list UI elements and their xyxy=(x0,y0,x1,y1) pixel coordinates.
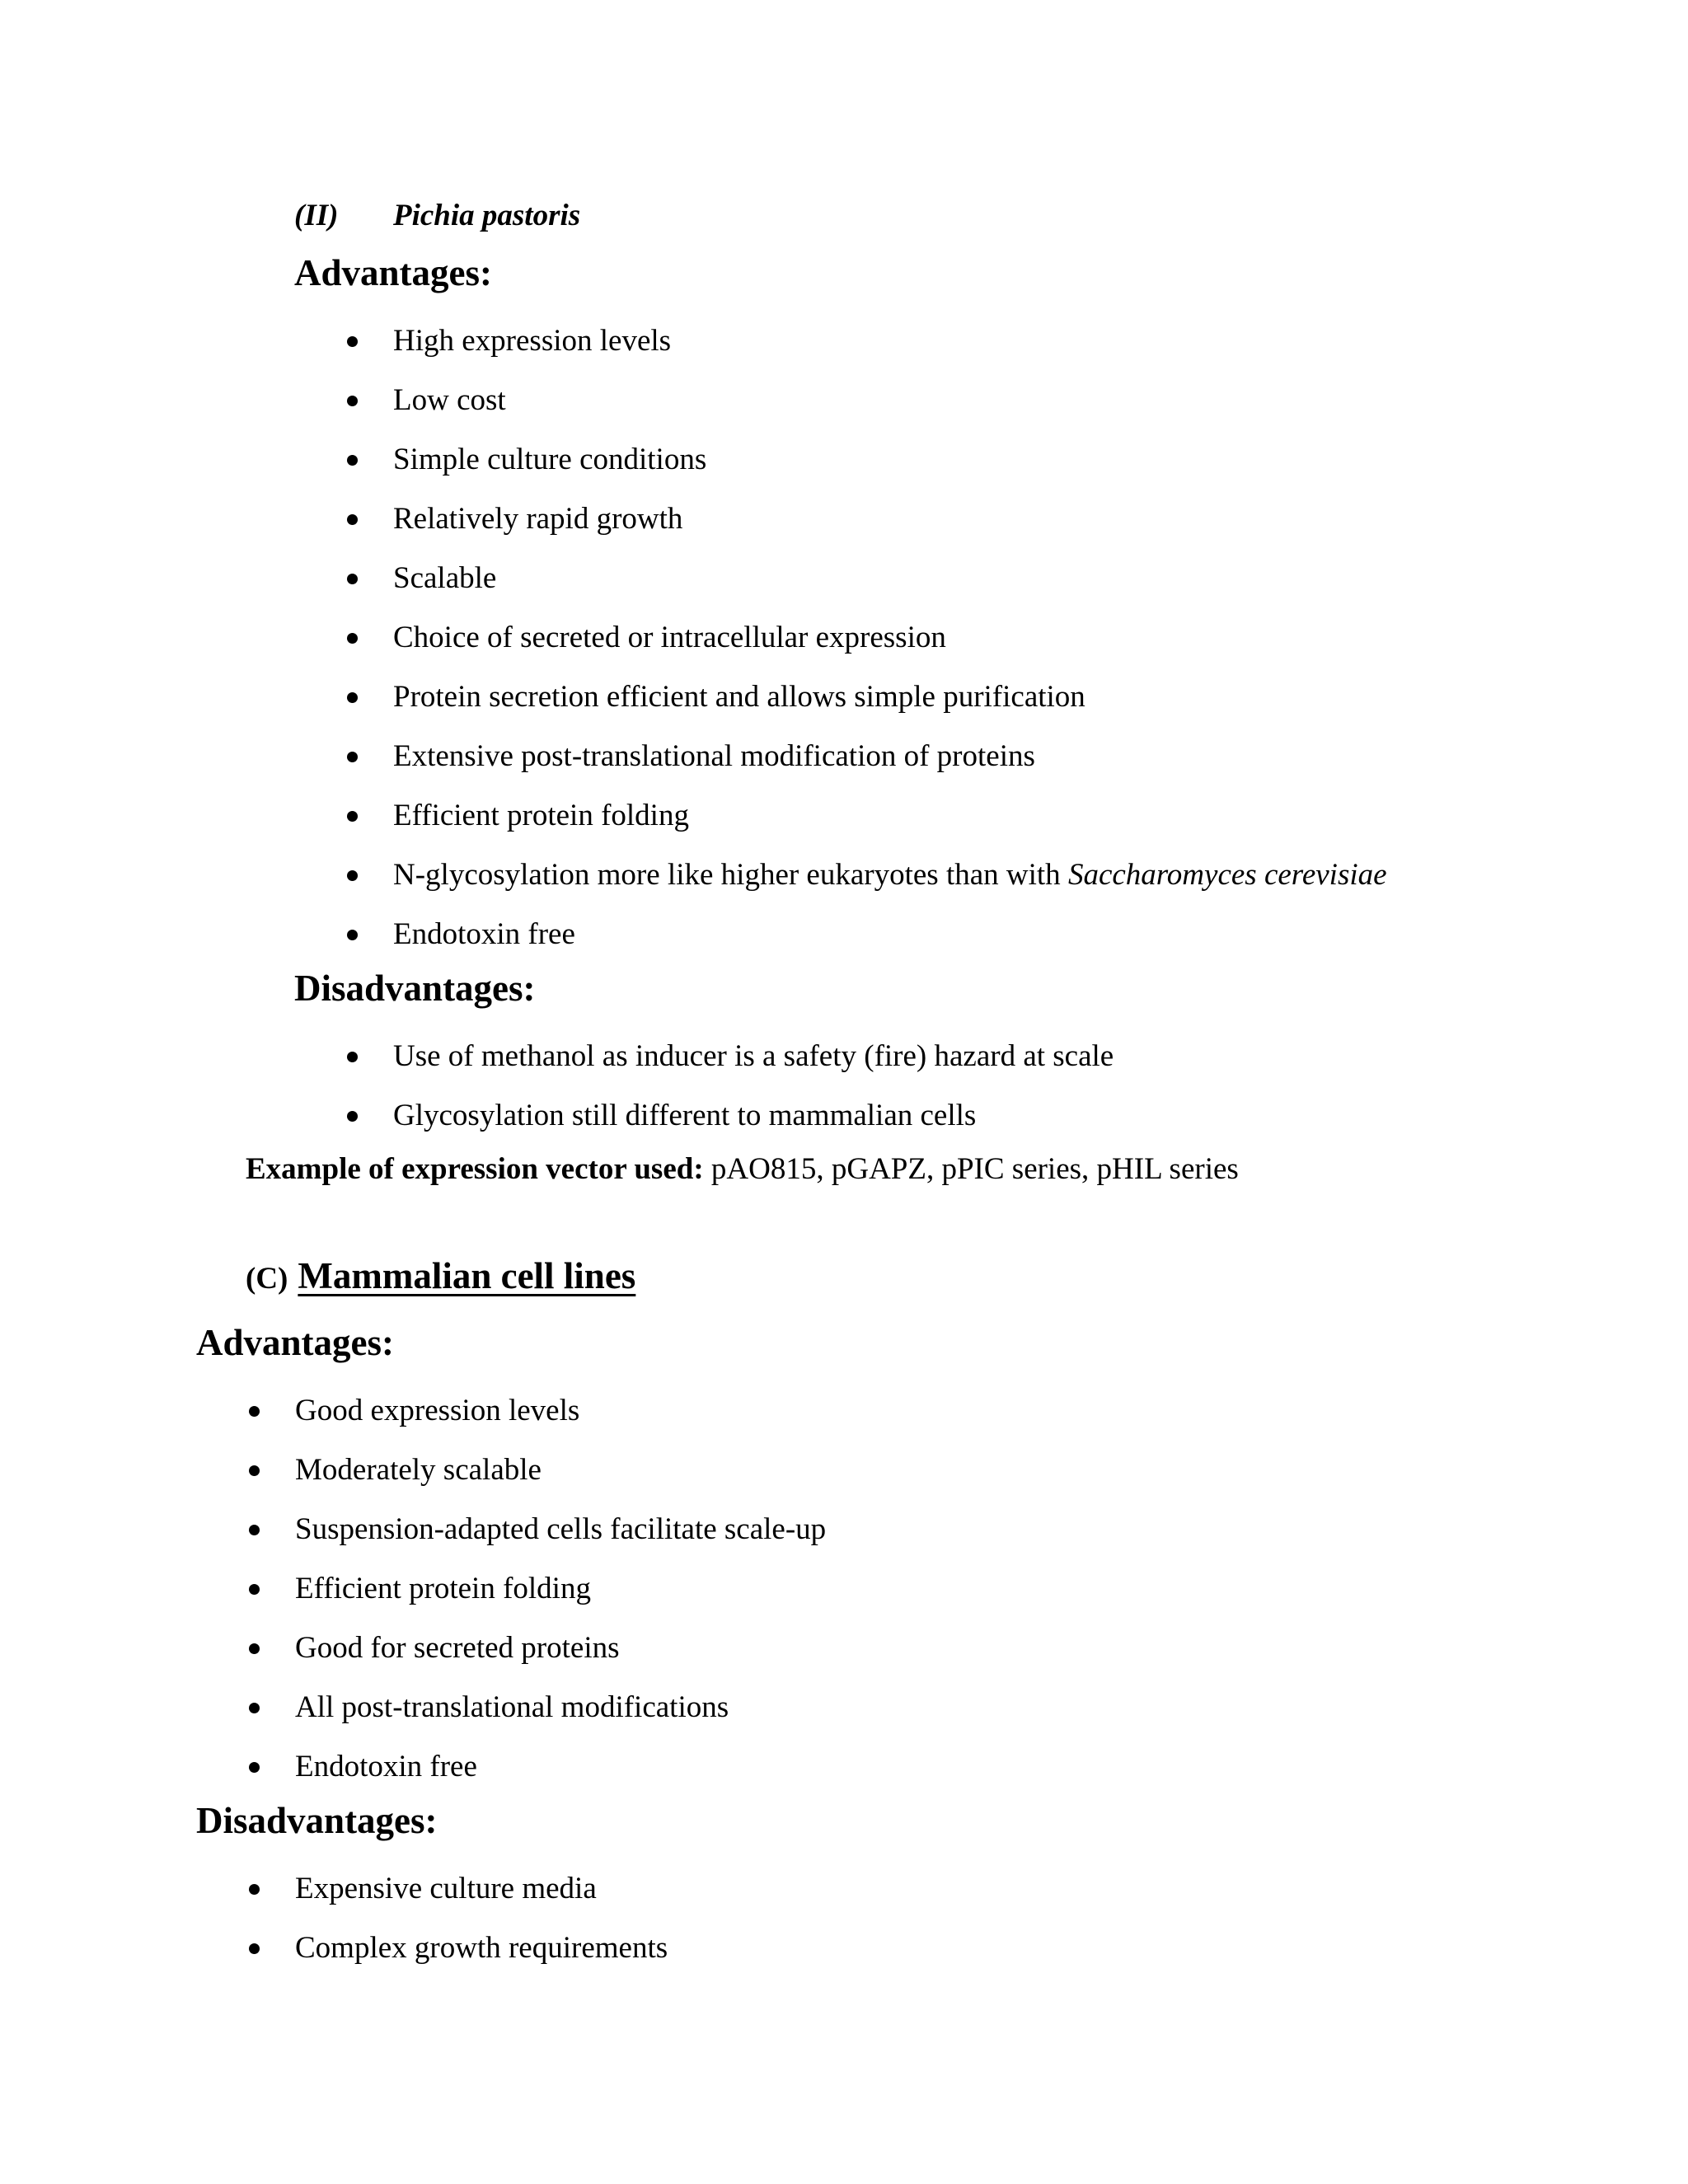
list-item: Use of methanol as inducer is a safety (fire) hazard at scale xyxy=(393,1027,1114,1086)
pichia-advantages-list xyxy=(393,312,1387,964)
list-item: Glycosylation still different to mammalian cells xyxy=(393,1086,1114,1146)
bullet-icon xyxy=(347,514,358,525)
list-item: N-glycosylation more like higher eukaryotes than with Saccharomyces cerevisiae xyxy=(393,846,1387,905)
list-item: Protein secretion efficient and allows simple purification xyxy=(393,668,1387,727)
list-item: Good expression levels xyxy=(295,1381,826,1441)
bullet-icon xyxy=(347,633,358,644)
bullet-icon xyxy=(249,1465,260,1476)
bullet-icon xyxy=(347,930,358,940)
list-item: Choice of secreted or intracellular expression xyxy=(393,608,1387,668)
list-item: Moderately scalable xyxy=(295,1441,826,1500)
bullet-icon xyxy=(249,1943,260,1954)
mammalian-disadvantages-list xyxy=(295,1859,668,1978)
list-item: Complex growth requirements xyxy=(295,1919,668,1978)
bullet-icon xyxy=(249,1762,260,1773)
pichia-disadvantages-heading: Disadvantages: xyxy=(294,968,536,1009)
mammalian-disadvantages-heading: Disadvantages: xyxy=(196,1800,438,1841)
list-item: Extensive post-translational modification of proteins xyxy=(393,727,1387,786)
section-title: Mammalian cell lines xyxy=(298,1255,636,1296)
list-item: Good for secreted proteins xyxy=(295,1619,826,1678)
list-item: Relatively rapid growth xyxy=(393,490,1387,549)
bullet-icon xyxy=(347,870,358,881)
bullet-icon xyxy=(249,1525,260,1535)
list-item: Expensive culture media xyxy=(295,1859,668,1919)
list-item: High expression levels xyxy=(393,312,1387,371)
organism-name: Pichia pastoris xyxy=(393,199,581,232)
bullet-icon xyxy=(347,1052,358,1062)
list-item: Suspension-adapted cells facilitate scale-up xyxy=(295,1500,826,1559)
list-item: Efficient protein folding xyxy=(295,1559,826,1619)
bullet-icon xyxy=(249,1584,260,1595)
list-item: Scalable xyxy=(393,549,1387,608)
list-item: Efficient protein folding xyxy=(393,786,1387,846)
bullet-icon xyxy=(347,692,358,703)
pichia-disadvantages-list xyxy=(393,1027,1114,1146)
pichia-advantages-heading: Advantages: xyxy=(294,252,493,293)
mammalian-advantages-heading: Advantages: xyxy=(196,1322,395,1363)
pichia-section-heading xyxy=(294,198,580,233)
list-item: Endotoxin free xyxy=(295,1737,826,1797)
list-item: Simple culture conditions xyxy=(393,430,1387,490)
bullet-icon xyxy=(347,396,358,406)
bullet-icon xyxy=(347,752,358,762)
list-item: Low cost xyxy=(393,371,1387,430)
bullet-icon xyxy=(347,1111,358,1122)
mammalian-section-heading xyxy=(246,1254,635,1297)
mammalian-advantages-list xyxy=(295,1381,826,1797)
expression-vector-line xyxy=(246,1151,1239,1187)
vector-value: pAO815, pGAPZ, pPIC series, pHIL series xyxy=(703,1152,1239,1186)
bullet-icon xyxy=(347,336,358,347)
bullet-icon xyxy=(347,574,358,584)
section-letter: (C) xyxy=(246,1262,288,1296)
bullet-icon xyxy=(347,455,358,466)
section-number: (II) xyxy=(294,199,339,232)
list-item: Endotoxin free xyxy=(393,905,1387,964)
list-item: All post-translational modifications xyxy=(295,1678,826,1737)
bullet-icon xyxy=(249,1703,260,1713)
bullet-icon xyxy=(249,1406,260,1417)
species-name: Saccharomyces cerevisiae xyxy=(1067,858,1387,892)
vector-label: Example of expression vector used: xyxy=(246,1152,704,1186)
bullet-icon xyxy=(249,1884,260,1895)
bullet-icon xyxy=(347,811,358,822)
bullet-icon xyxy=(249,1643,260,1654)
